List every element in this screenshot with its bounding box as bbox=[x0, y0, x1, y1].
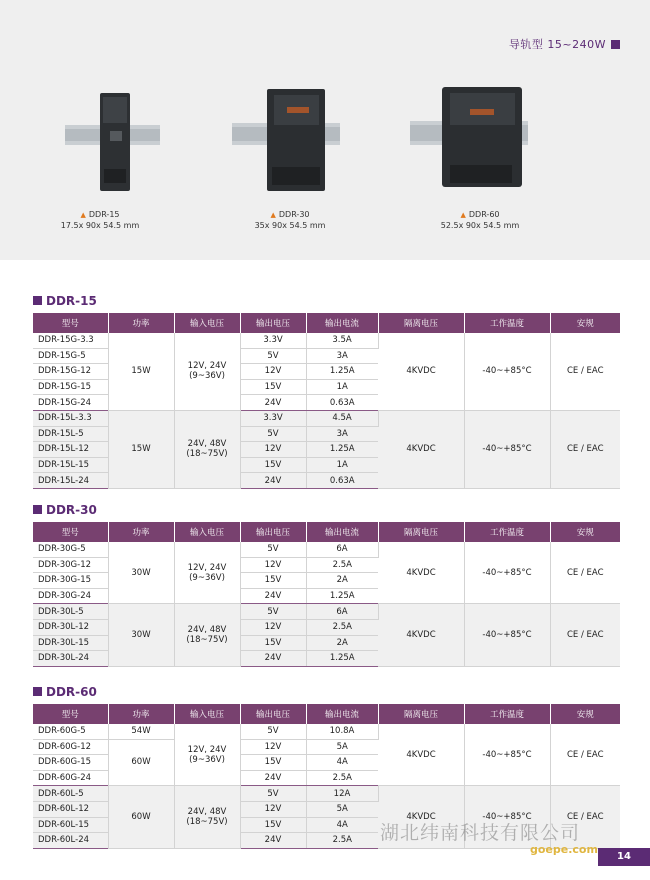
output-current-cell: 2.5A bbox=[306, 833, 378, 849]
column-header: 输出电流 bbox=[306, 704, 378, 724]
safety-cell: CE / EAC bbox=[550, 410, 620, 488]
temperature-cell: -40~+85°C bbox=[464, 604, 550, 666]
table-row bbox=[33, 410, 620, 426]
section-title-ddr-60 bbox=[33, 685, 97, 699]
output-current-cell: 1.25A bbox=[306, 651, 378, 667]
input-voltage-cell bbox=[174, 786, 240, 848]
output-voltage-cell: 12V bbox=[240, 557, 306, 573]
input-voltage-nominal: 12V, 24V bbox=[187, 744, 227, 755]
output-current-cell: 1.25A bbox=[306, 364, 378, 380]
table-row bbox=[33, 542, 620, 557]
power-cell: 54W bbox=[108, 724, 174, 739]
model-cell: DDR-15L-24 bbox=[33, 473, 108, 489]
ddr-60-photo bbox=[410, 85, 530, 195]
model-cell: DDR-15G-5 bbox=[33, 348, 108, 364]
model-cell: DDR-15L-3.3 bbox=[33, 410, 108, 426]
output-voltage-cell: 5V bbox=[240, 724, 306, 739]
model-cell: DDR-60L-24 bbox=[33, 833, 108, 849]
output-current-cell: 1.25A bbox=[306, 442, 378, 458]
product-ddr-60 bbox=[420, 210, 540, 230]
model-cell: DDR-30G-15 bbox=[33, 573, 108, 589]
output-voltage-cell: 5V bbox=[240, 426, 306, 442]
output-current-cell: 4.5A bbox=[306, 410, 378, 426]
product-dims: 17.5x 90x 54.5 mm bbox=[60, 221, 140, 230]
output-voltage-cell: 5V bbox=[240, 348, 306, 364]
page-number: 14 bbox=[598, 848, 650, 866]
isolation-cell: 4KVDC bbox=[378, 786, 464, 848]
column-header: 输入电压 bbox=[174, 704, 240, 724]
output-voltage-cell: 12V bbox=[240, 619, 306, 635]
safety-cell: CE / EAC bbox=[550, 542, 620, 604]
input-voltage-cell bbox=[174, 333, 240, 410]
temperature-cell: -40~+85°C bbox=[464, 333, 550, 410]
model-cell: DDR-15G-24 bbox=[33, 395, 108, 411]
model-cell: DDR-30L-5 bbox=[33, 604, 108, 620]
product-ddr-15 bbox=[40, 210, 160, 230]
input-voltage-nominal: 24V, 48V bbox=[187, 439, 227, 450]
header-row bbox=[33, 704, 620, 724]
input-voltage-range: (18~75V) bbox=[186, 449, 228, 460]
model-cell: DDR-15L-5 bbox=[33, 426, 108, 442]
model-cell: DDR-30L-12 bbox=[33, 619, 108, 635]
ddr-15-photo bbox=[60, 85, 165, 195]
model-cell: DDR-15L-12 bbox=[33, 442, 108, 458]
table-row bbox=[33, 724, 620, 739]
section-square-icon bbox=[33, 505, 42, 514]
product-dims: 35x 90x 54.5 mm bbox=[254, 221, 326, 230]
power-cell: 15W bbox=[108, 410, 174, 488]
model-cell: DDR-15G-3.3 bbox=[33, 333, 108, 348]
model-cell: DDR-15G-15 bbox=[33, 379, 108, 395]
header-row bbox=[33, 522, 620, 542]
output-current-cell: 4A bbox=[306, 817, 378, 833]
model-cell: DDR-15L-15 bbox=[33, 457, 108, 473]
output-voltage-cell: 24V bbox=[240, 588, 306, 604]
column-header: 工作温度 bbox=[464, 522, 550, 542]
output-current-cell: 12A bbox=[306, 786, 378, 802]
product-name: DDR-60 bbox=[468, 210, 500, 219]
model-cell: DDR-30G-24 bbox=[33, 588, 108, 604]
product-ddr-30 bbox=[230, 210, 350, 230]
safety-cell: CE / EAC bbox=[550, 333, 620, 410]
output-current-cell: 0.63A bbox=[306, 473, 378, 489]
output-current-cell: 3.5A bbox=[306, 333, 378, 348]
watermark-text: 湖北纬南科技有限公司 bbox=[380, 822, 581, 844]
model-cell: DDR-60G-5 bbox=[33, 724, 108, 739]
output-voltage-cell: 24V bbox=[240, 651, 306, 667]
output-current-cell: 2.5A bbox=[306, 770, 378, 786]
output-current-cell: 10.8A bbox=[306, 724, 378, 739]
output-voltage-cell: 24V bbox=[240, 395, 306, 411]
section-title-text: DDR-30 bbox=[46, 503, 97, 517]
output-current-cell: 6A bbox=[306, 542, 378, 557]
output-voltage-cell: 24V bbox=[240, 770, 306, 786]
model-cell: DDR-60G-12 bbox=[33, 739, 108, 755]
category-header bbox=[509, 36, 620, 52]
output-current-cell: 3A bbox=[306, 426, 378, 442]
ddr-30-photo bbox=[232, 85, 342, 195]
model-cell: DDR-30G-5 bbox=[33, 542, 108, 557]
triangle-icon: ▲ bbox=[270, 211, 276, 219]
output-current-cell: 4A bbox=[306, 755, 378, 771]
power-cell: 60W bbox=[108, 786, 174, 848]
output-current-cell: 2.5A bbox=[306, 619, 378, 635]
isolation-cell: 4KVDC bbox=[378, 724, 464, 786]
temperature-cell: -40~+85°C bbox=[464, 542, 550, 604]
column-header: 工作温度 bbox=[464, 704, 550, 724]
section-title-ddr-30 bbox=[33, 503, 97, 517]
output-voltage-cell: 5V bbox=[240, 786, 306, 802]
input-voltage-nominal: 12V, 24V bbox=[187, 361, 227, 372]
column-header: 型号 bbox=[33, 313, 108, 333]
column-header: 输出电压 bbox=[240, 313, 306, 333]
column-header: 型号 bbox=[33, 522, 108, 542]
column-header: 隔离电压 bbox=[378, 313, 464, 333]
output-voltage-cell: 5V bbox=[240, 542, 306, 557]
output-voltage-cell: 12V bbox=[240, 442, 306, 458]
isolation-cell: 4KVDC bbox=[378, 604, 464, 666]
output-current-cell: 2.5A bbox=[306, 557, 378, 573]
isolation-cell: 4KVDC bbox=[378, 410, 464, 488]
input-voltage-cell bbox=[174, 724, 240, 786]
output-voltage-cell: 15V bbox=[240, 457, 306, 473]
output-voltage-cell: 15V bbox=[240, 817, 306, 833]
column-header: 输出电流 bbox=[306, 522, 378, 542]
header-row bbox=[33, 313, 620, 333]
column-header: 工作温度 bbox=[464, 313, 550, 333]
temperature-cell: -40~+85°C bbox=[464, 786, 550, 848]
input-voltage-range: (9~36V) bbox=[189, 371, 225, 382]
power-cell: 60W bbox=[108, 739, 174, 786]
output-voltage-cell: 3.3V bbox=[240, 410, 306, 426]
input-voltage-cell bbox=[174, 604, 240, 666]
output-voltage-cell: 3.3V bbox=[240, 333, 306, 348]
model-cell: DDR-60G-24 bbox=[33, 770, 108, 786]
spec-table-ddr-30 bbox=[33, 522, 620, 667]
output-voltage-cell: 15V bbox=[240, 755, 306, 771]
table-row bbox=[33, 333, 620, 348]
safety-cell: CE / EAC bbox=[550, 786, 620, 848]
output-voltage-cell: 24V bbox=[240, 473, 306, 489]
column-header: 输入电压 bbox=[174, 313, 240, 333]
isolation-cell: 4KVDC bbox=[378, 333, 464, 410]
table-row bbox=[33, 604, 620, 620]
power-cell: 15W bbox=[108, 333, 174, 410]
column-header: 功率 bbox=[108, 704, 174, 724]
output-current-cell: 2A bbox=[306, 573, 378, 589]
temperature-cell: -40~+85°C bbox=[464, 410, 550, 488]
input-voltage-nominal: 24V, 48V bbox=[187, 807, 227, 818]
output-voltage-cell: 15V bbox=[240, 379, 306, 395]
input-voltage-range: (18~75V) bbox=[186, 817, 228, 828]
column-header: 输入电压 bbox=[174, 522, 240, 542]
model-cell: DDR-15G-12 bbox=[33, 364, 108, 380]
output-voltage-cell: 24V bbox=[240, 833, 306, 849]
product-name: DDR-30 bbox=[278, 210, 310, 219]
input-voltage-nominal: 24V, 48V bbox=[187, 625, 227, 636]
output-voltage-cell: 12V bbox=[240, 739, 306, 755]
triangle-icon: ▲ bbox=[80, 211, 86, 219]
input-voltage-range: (18~75V) bbox=[186, 635, 228, 646]
output-current-cell: 3A bbox=[306, 348, 378, 364]
output-voltage-cell: 12V bbox=[240, 801, 306, 817]
safety-cell: CE / EAC bbox=[550, 604, 620, 666]
table-row bbox=[33, 786, 620, 802]
power-cell: 30W bbox=[108, 604, 174, 666]
triangle-icon: ▲ bbox=[460, 211, 466, 219]
isolation-cell: 4KVDC bbox=[378, 542, 464, 604]
model-cell: DDR-60L-15 bbox=[33, 817, 108, 833]
output-current-cell: 5A bbox=[306, 801, 378, 817]
product-name: DDR-15 bbox=[88, 210, 120, 219]
output-current-cell: 1A bbox=[306, 457, 378, 473]
column-header: 安规 bbox=[550, 522, 620, 542]
output-current-cell: 6A bbox=[306, 604, 378, 620]
input-voltage-range: (9~36V) bbox=[189, 754, 225, 765]
column-header: 输出电流 bbox=[306, 313, 378, 333]
output-current-cell: 1A bbox=[306, 379, 378, 395]
column-header: 安规 bbox=[550, 313, 620, 333]
output-voltage-cell: 15V bbox=[240, 635, 306, 651]
site-watermark: goepe.com bbox=[530, 843, 598, 856]
output-current-cell: 5A bbox=[306, 739, 378, 755]
spec-table-ddr-15 bbox=[33, 313, 620, 489]
output-voltage-cell: 12V bbox=[240, 364, 306, 380]
output-voltage-cell: 5V bbox=[240, 604, 306, 620]
section-square-icon bbox=[33, 687, 42, 696]
column-header: 功率 bbox=[108, 522, 174, 542]
category-title: 导轨型 15~240W bbox=[508, 38, 606, 51]
column-header: 型号 bbox=[33, 704, 108, 724]
product-dims: 52.5x 90x 54.5 mm bbox=[440, 221, 520, 230]
input-voltage-nominal: 12V, 24V bbox=[187, 562, 227, 573]
model-cell: DDR-60L-12 bbox=[33, 801, 108, 817]
model-cell: DDR-30L-24 bbox=[33, 651, 108, 667]
input-voltage-cell bbox=[174, 410, 240, 488]
column-header: 安规 bbox=[550, 704, 620, 724]
column-header: 输出电压 bbox=[240, 704, 306, 724]
power-cell: 30W bbox=[108, 542, 174, 604]
section-title-text: DDR-60 bbox=[46, 685, 97, 699]
model-cell: DDR-60L-5 bbox=[33, 786, 108, 802]
input-voltage-cell bbox=[174, 542, 240, 604]
output-voltage-cell: 15V bbox=[240, 573, 306, 589]
column-header: 隔离电压 bbox=[378, 704, 464, 724]
column-header: 功率 bbox=[108, 313, 174, 333]
model-cell: DDR-30L-15 bbox=[33, 635, 108, 651]
output-current-cell: 2A bbox=[306, 635, 378, 651]
section-title-text: DDR-15 bbox=[46, 294, 97, 308]
input-voltage-range: (9~36V) bbox=[189, 572, 225, 583]
section-title-ddr-15 bbox=[33, 294, 97, 308]
temperature-cell: -40~+85°C bbox=[464, 724, 550, 786]
column-header: 输出电压 bbox=[240, 522, 306, 542]
section-square-icon bbox=[33, 296, 42, 305]
safety-cell: CE / EAC bbox=[550, 724, 620, 786]
output-current-cell: 1.25A bbox=[306, 588, 378, 604]
model-cell: DDR-30G-12 bbox=[33, 557, 108, 573]
model-cell: DDR-60G-15 bbox=[33, 755, 108, 771]
product-photo-banner bbox=[0, 0, 650, 260]
column-header: 隔离电压 bbox=[378, 522, 464, 542]
header-square-icon bbox=[611, 40, 620, 49]
output-current-cell: 0.63A bbox=[306, 395, 378, 411]
